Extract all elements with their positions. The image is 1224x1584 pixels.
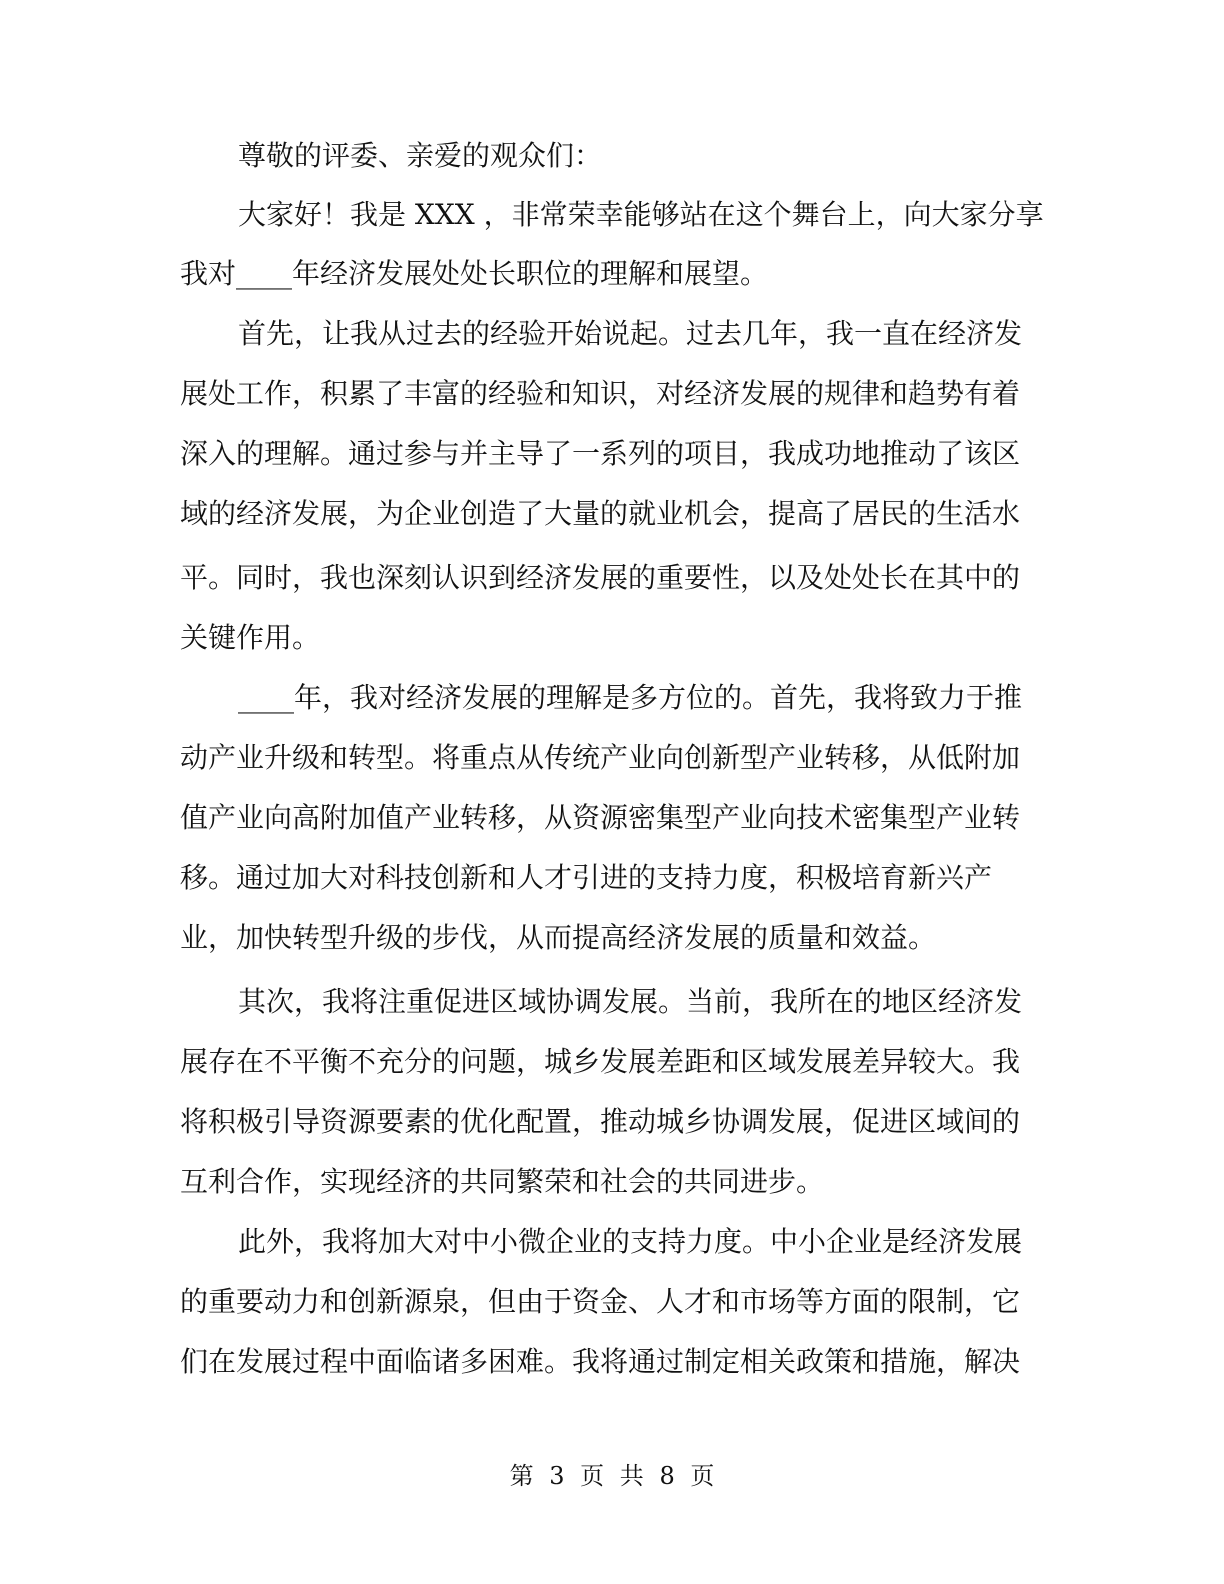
- body-line: 互利合作，实现经济的共同繁荣和社会的共同进步。: [180, 1165, 825, 1198]
- body-line: 其次，我将注重促进区域协调发展。当前，我所在的地区经济发: [238, 985, 1023, 1018]
- body-line: ____年，我对经济发展的理解是多方位的。首先，我将致力于推: [238, 681, 1023, 714]
- page-number-footer: 第 3 页 共 8 页: [509, 1462, 715, 1490]
- body-line: 的重要动力和创新源泉，但由于资金、人才和市场等方面的限制，它: [180, 1285, 1021, 1318]
- body-line: 业，加快转型升级的步伐，从而提高经济发展的质量和效益。: [180, 921, 937, 954]
- body-line: 值产业向高附加值产业转移，从资源密集型产业向技术密集型产业转: [180, 801, 1021, 834]
- body-line: 平。同时，我也深刻认识到经济发展的重要性，以及处处长在其中的: [180, 561, 1021, 594]
- body-line: 关键作用。: [180, 621, 321, 654]
- body-line: 首先，让我从过去的经验开始说起。过去几年，我一直在经济发: [238, 317, 1023, 350]
- body-line: 展处工作，积累了丰富的经验和知识，对经济发展的规律和趋势有着: [180, 377, 1021, 410]
- body-line: 动产业升级和转型。将重点从传统产业向创新型产业转移，从低附加: [180, 741, 1021, 774]
- body-line: 们在发展过程中面临诸多困难。我将通过制定相关政策和措施，解决: [180, 1345, 1021, 1378]
- body-line: 将积极引导资源要素的优化配置，推动城乡协调发展，促进区域间的: [180, 1105, 1021, 1138]
- body-line: 我对____年经济发展处处长职位的理解和展望。: [180, 257, 769, 290]
- body-line: 域的经济发展，为企业创造了大量的就业机会，提高了居民的生活水: [180, 497, 1021, 530]
- body-line: 大家好！我是 XXX ，非常荣幸能够站在这个舞台上，向大家分享: [238, 198, 1044, 231]
- body-line: 深入的理解。通过参与并主导了一系列的项目，我成功地推动了该区: [180, 437, 1021, 470]
- body-line: 此外，我将加大对中小微企业的支持力度。中小企业是经济发展: [238, 1225, 1023, 1258]
- body-line: 展存在不平衡不充分的问题，城乡发展差距和区域发展差异较大。我: [180, 1045, 1021, 1078]
- body-line: 移。通过加大对科技创新和人才引进的支持力度，积极培育新兴产: [180, 861, 993, 894]
- salutation-line: 尊敬的评委、亲爱的观众们：: [238, 139, 603, 172]
